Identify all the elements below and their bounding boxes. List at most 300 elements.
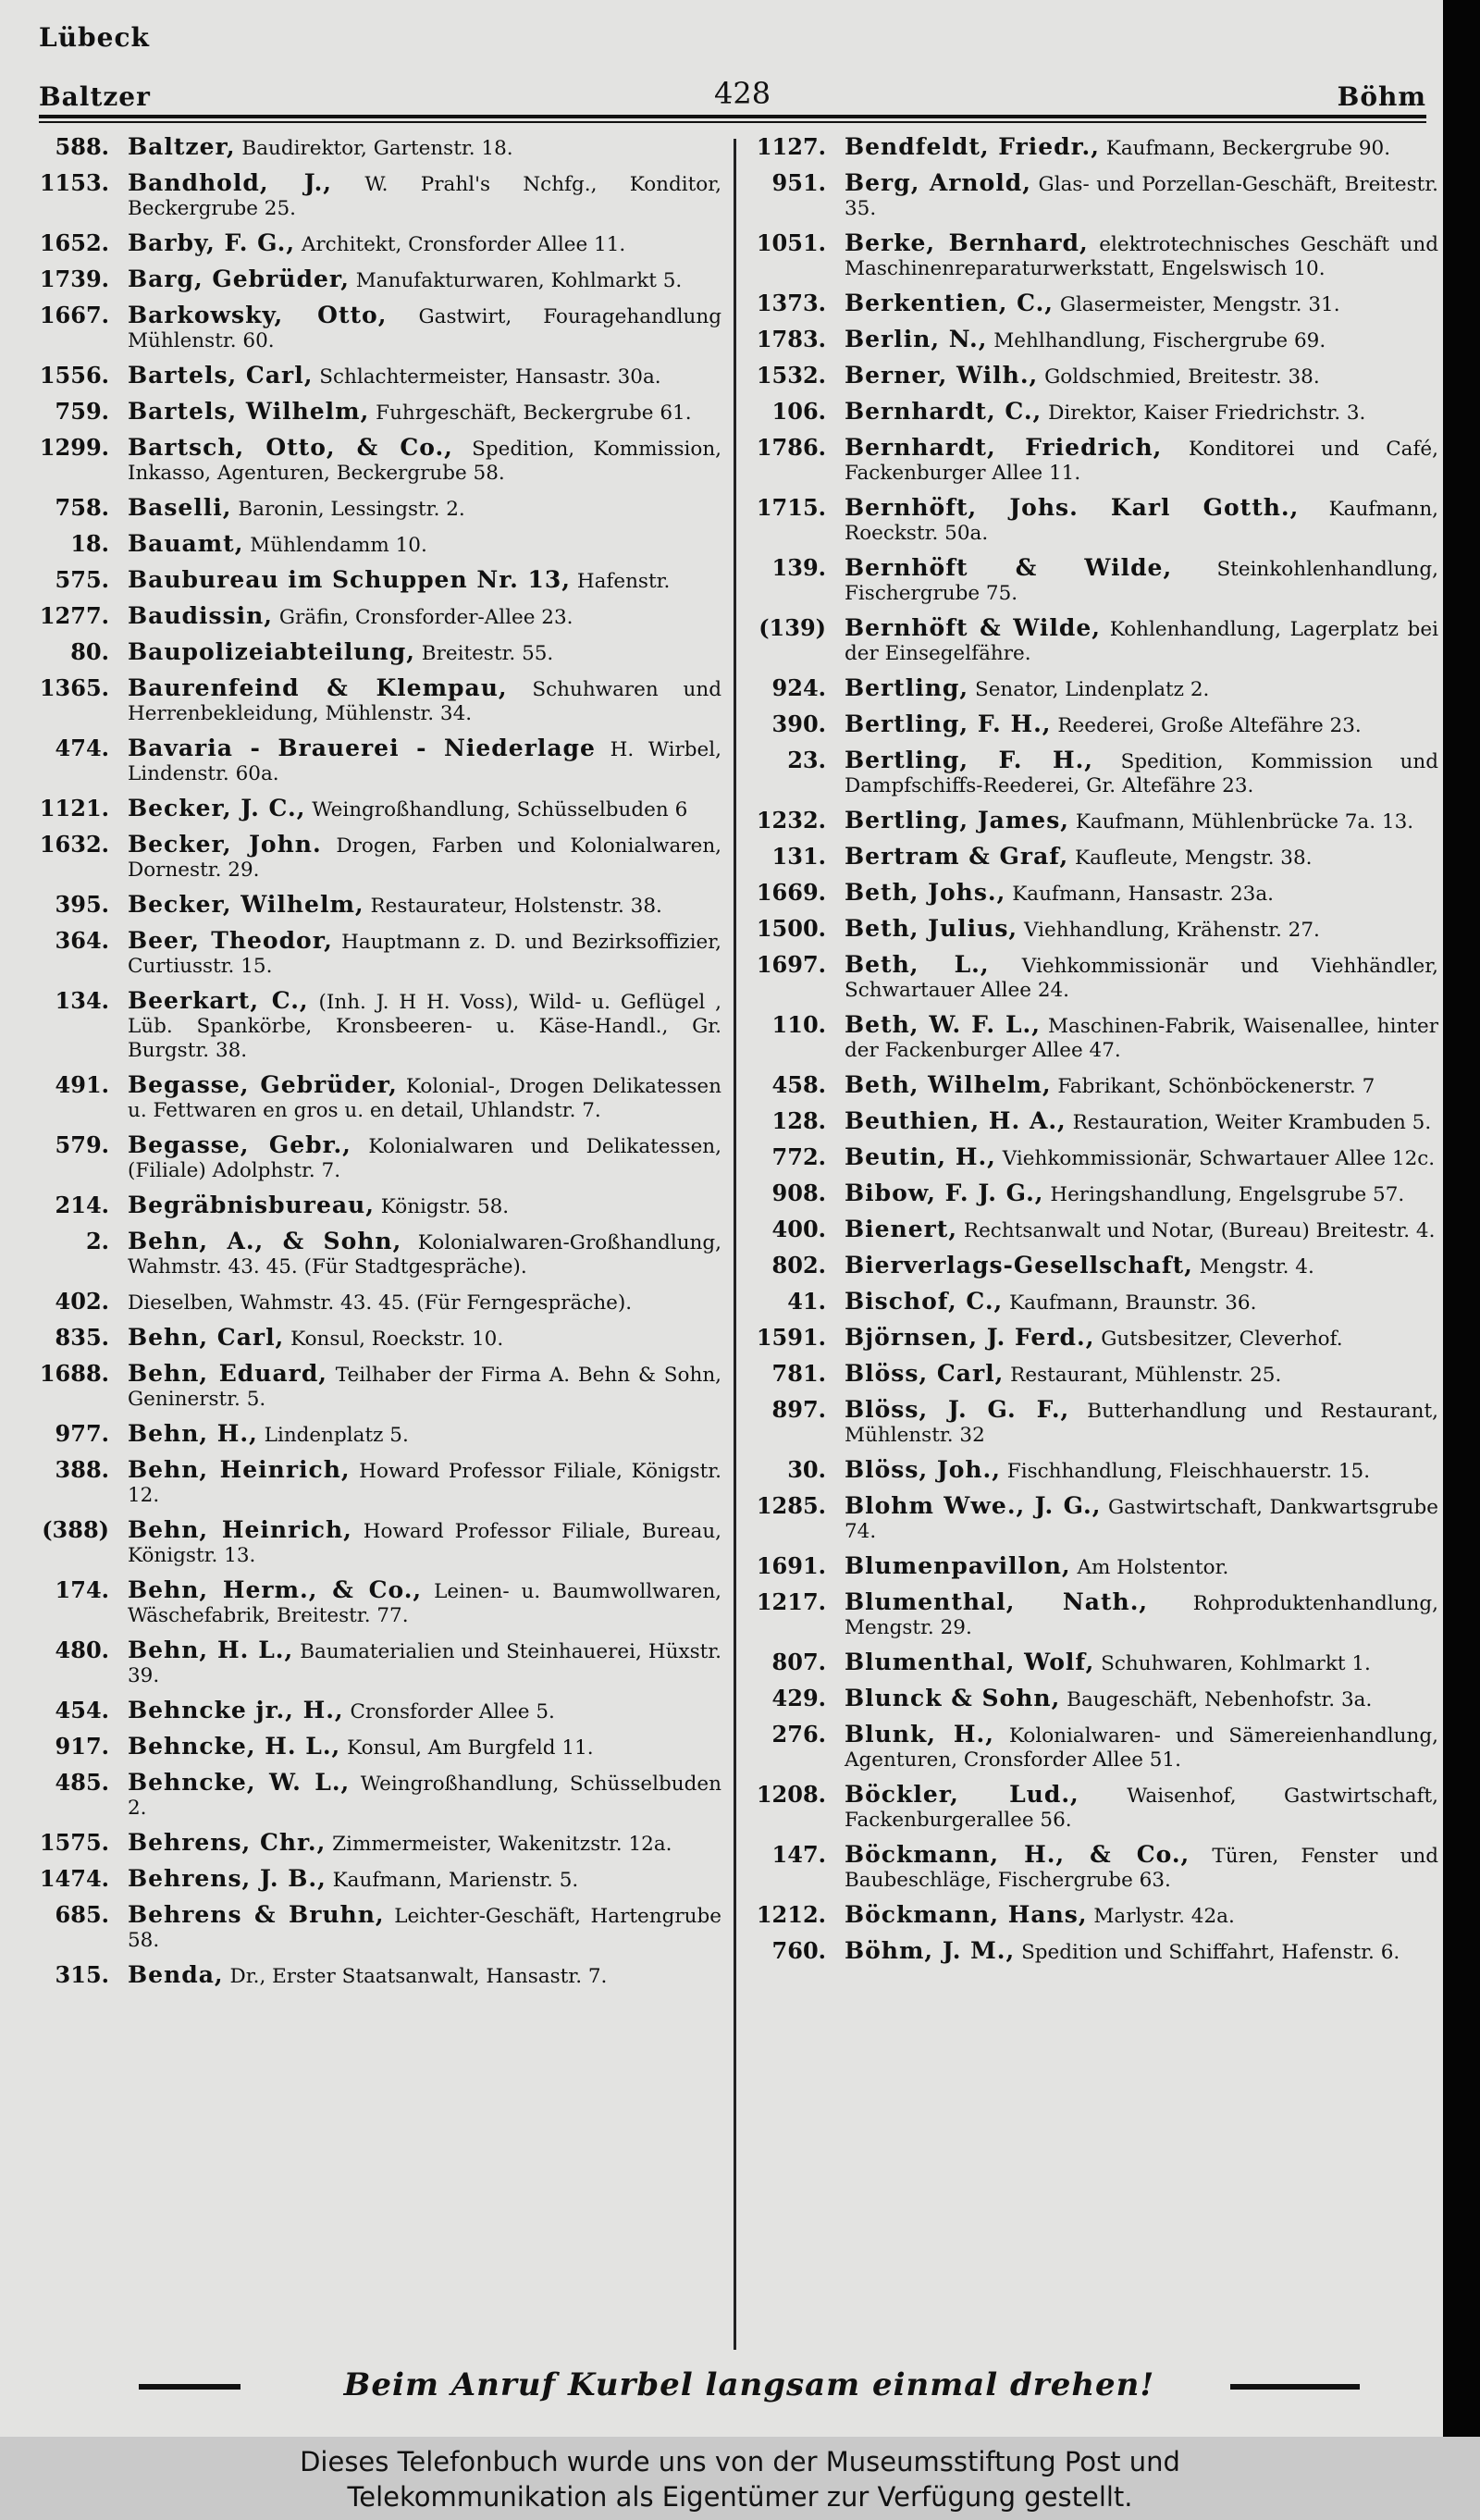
entry-text xyxy=(845,1217,1438,1243)
subscriber-details: Maschinen-Fabrik, Waisenallee, hinter der Fackenburger Allee 47. xyxy=(845,1015,1438,1062)
directory-entry xyxy=(754,1181,1438,1207)
phone-number: 951. xyxy=(771,169,826,196)
phone-number: 1365. xyxy=(39,674,109,701)
directory-entry xyxy=(754,135,1438,161)
entry-text xyxy=(845,1326,1438,1352)
phone-number: 131. xyxy=(771,843,826,870)
subscriber-details: Dr., Erster Staatsanwalt, Hansastr. 7. xyxy=(229,1965,608,1988)
header-rule-thick xyxy=(39,115,1426,118)
phone-number: 139. xyxy=(771,554,826,581)
directory-entry xyxy=(37,1735,722,1760)
phone-number: 1285. xyxy=(756,1492,826,1519)
phone-number: (139) xyxy=(758,614,826,641)
directory-entry xyxy=(37,1073,722,1123)
subscriber-name: Böckmann, Hans, xyxy=(845,1901,1088,1928)
subscriber-details: elektrotechnisches Geschäft und Maschinenreparaturwerkstatt, Engelswisch 10. xyxy=(845,233,1438,280)
subscriber-name: Bernhöft, Johs. Karl Gotth., xyxy=(845,494,1300,521)
phone-number: 134. xyxy=(55,987,109,1014)
subscriber-name: Begasse, Gebr., xyxy=(128,1131,352,1158)
directory-entry xyxy=(754,436,1438,486)
phone-number: 1217. xyxy=(756,1588,826,1615)
entry-text xyxy=(128,1735,722,1760)
subscriber-name: Bibow, F. J. G., xyxy=(845,1180,1044,1206)
directory-entry xyxy=(37,676,722,726)
directory-entry xyxy=(754,1723,1438,1773)
phone-number: 835. xyxy=(55,1324,109,1351)
subscriber-name: Becker, John. xyxy=(128,831,322,858)
subscriber-details: Mengstr. 4. xyxy=(1199,1255,1314,1279)
entry-text xyxy=(128,833,722,883)
directory-entry xyxy=(37,1362,722,1412)
phone-number: 128. xyxy=(771,1107,826,1134)
subscriber-name: Benda, xyxy=(128,1961,224,1988)
directory-entry xyxy=(754,1686,1438,1712)
entry-text xyxy=(845,881,1438,907)
entry-text xyxy=(128,1771,722,1821)
phone-number: 147. xyxy=(771,1841,826,1868)
directory-entry xyxy=(37,797,722,822)
subscriber-name: Beth, Johs., xyxy=(845,879,1006,906)
subscriber-name: Behncke jr., H., xyxy=(128,1697,344,1723)
entry-text xyxy=(845,1590,1438,1640)
phone-number: 908. xyxy=(771,1180,826,1206)
subscriber-name: Bernhöft & Wilde, xyxy=(845,554,1173,581)
subscriber-details: Weingroßhandlung, Schüsselbuden 2. xyxy=(128,1773,722,1820)
subscriber-name: Behn, Heinrich, xyxy=(128,1456,351,1483)
directory-entry xyxy=(37,1903,722,1953)
phone-number: 388. xyxy=(55,1456,109,1483)
subscriber-details: Kaufmann, Roeckstr. 50a. xyxy=(845,498,1438,545)
subscriber-details: Breitestr. 55. xyxy=(421,642,554,665)
phone-number: 1500. xyxy=(756,915,826,942)
phone-number: 315. xyxy=(55,1961,109,1988)
subscriber-name: Bartsch, Otto, & Co., xyxy=(128,434,453,461)
phone-number: 480. xyxy=(55,1637,109,1663)
subscriber-details: Manufakturwaren, Kohlmarkt 5. xyxy=(355,269,683,292)
directory-entry xyxy=(37,989,722,1063)
subscriber-name: Barg, Gebrüder, xyxy=(128,266,350,292)
city-header: Lübeck xyxy=(39,22,150,53)
subscriber-details: Reederei, Große Altefähre 23. xyxy=(1057,714,1362,737)
entry-text xyxy=(845,1723,1438,1773)
subscriber-name: Beerkart, C., xyxy=(128,987,309,1014)
subscriber-details: (Inh. J. H H. Voss), Wild- u. Geflügel , Lüb. Spankörbe, Kronsbeeren- u. Käse-Handl., Gr. Burgstr. 38. xyxy=(128,991,722,1062)
subscriber-details: Kaufmann, Mühlenbrücke 7a. 13. xyxy=(1075,810,1414,834)
entry-text xyxy=(845,953,1438,1003)
phone-number: 1715. xyxy=(756,494,826,521)
subscriber-details: Viehkommissionär, Schwartauer Allee 12c. xyxy=(1002,1147,1436,1170)
entry-text xyxy=(128,1290,722,1316)
directory-entry xyxy=(37,893,722,919)
phone-number: 395. xyxy=(55,891,109,918)
subscriber-name: Begräbnisbureau, xyxy=(128,1192,375,1218)
subscriber-details: Steinkohlenhandlung, Fischergrube 75. xyxy=(845,558,1438,605)
entry-text xyxy=(128,929,722,979)
phone-number: 80. xyxy=(70,638,109,665)
subscriber-details: Schuhwaren, Kohlmarkt 1. xyxy=(1101,1652,1371,1675)
subscriber-name: Berner, Wilh., xyxy=(845,362,1039,389)
entry-text xyxy=(128,736,722,786)
subscriber-name: Beuthien, H. A., xyxy=(845,1107,1067,1134)
subscriber-name: Behrens & Bruhn, xyxy=(128,1901,385,1928)
subscriber-name: Blumenthal, Nath., xyxy=(845,1588,1149,1615)
phone-number: 1532. xyxy=(756,362,826,389)
entry-text xyxy=(128,303,722,353)
phone-number: 772. xyxy=(771,1143,826,1170)
directory-entry xyxy=(37,1638,722,1688)
entry-text xyxy=(128,1578,722,1628)
directory-entry xyxy=(37,1771,722,1821)
subscriber-name: Behn, H. L., xyxy=(128,1637,294,1663)
subscriber-name: Böckmann, H., & Co., xyxy=(845,1841,1190,1868)
subscriber-name: Björnsen, J. Ferd., xyxy=(845,1324,1095,1351)
subscriber-name: Behn, H., xyxy=(128,1420,258,1447)
subscriber-details: Direktor, Kaiser Friedrichstr. 3. xyxy=(1048,401,1366,425)
subscriber-name: Bernhardt, C., xyxy=(845,398,1042,425)
entry-text xyxy=(845,1145,1438,1171)
phone-number: 1575. xyxy=(39,1829,109,1856)
slogan-banner xyxy=(139,2363,1360,2409)
subscriber-name: Beth, Wilhelm, xyxy=(845,1071,1052,1098)
directory-entry xyxy=(37,171,722,221)
directory-entry xyxy=(754,881,1438,907)
phone-number: 1373. xyxy=(756,290,826,316)
directory-entry xyxy=(37,1578,722,1628)
entry-text xyxy=(128,1903,722,1953)
subscriber-details: Fabrikant, Schönböckenerstr. 7 xyxy=(1057,1075,1375,1098)
subscriber-details: Restauration, Weiter Krambuden 5. xyxy=(1072,1111,1432,1134)
entry-text xyxy=(845,400,1438,426)
subscriber-details: Hauptmann z. D. und Bezirksoffizier, Curtiusstr. 15. xyxy=(128,931,722,978)
page-number: 428 xyxy=(714,76,771,111)
subscriber-name: Behn, Herm., & Co., xyxy=(128,1576,423,1603)
subscriber-name: Blöss, J. G. F., xyxy=(845,1396,1070,1423)
entry-text xyxy=(128,135,722,161)
subscriber-name: Becker, Wilhelm, xyxy=(128,891,364,918)
directory-entry xyxy=(37,1229,722,1279)
subscriber-name: Berkentien, C., xyxy=(845,290,1054,316)
subscriber-name: Behrens, Chr., xyxy=(128,1829,327,1856)
entry-text xyxy=(845,1494,1438,1544)
subscriber-details: W. Prahl's Nchfg., Konditor, Beckergrube 25. xyxy=(128,173,722,220)
subscriber-name: Bischof, C., xyxy=(845,1288,1004,1315)
phone-number: 1739. xyxy=(39,266,109,292)
phone-number: 579. xyxy=(55,1131,109,1158)
subscriber-details: Gastwirtschaft, Dankwartsgrube 74. xyxy=(845,1496,1438,1543)
right-column xyxy=(754,135,1438,1975)
phone-number: 1652. xyxy=(39,229,109,256)
phone-number: 1051. xyxy=(756,229,826,256)
subscriber-details: Königstr. 58. xyxy=(380,1195,510,1218)
directory-entry xyxy=(37,929,722,979)
subscriber-details: Kaufmann, Hansastr. 23a. xyxy=(1012,883,1274,906)
subscriber-name: Beer, Theodor, xyxy=(128,927,333,954)
subscriber-details: Lindenplatz 5. xyxy=(264,1424,409,1447)
subscriber-details: Restaurant, Mühlenstr. 25. xyxy=(1010,1364,1282,1387)
directory-entry xyxy=(754,1783,1438,1833)
phone-number: 1669. xyxy=(756,879,826,906)
subscriber-details: Howard Professor Filiale, Bureau, Königstr. 13. xyxy=(128,1520,722,1567)
subscriber-details: Baudirektor, Gartenstr. 18. xyxy=(241,137,513,160)
directory-entry xyxy=(37,532,722,558)
directory-entry xyxy=(754,712,1438,738)
subscriber-name: Bartels, Wilhelm, xyxy=(128,398,370,425)
directory-entry xyxy=(37,1193,722,1219)
directory-entry xyxy=(754,1843,1438,1893)
subscriber-name: Bernhardt, Friedrich, xyxy=(845,434,1163,461)
phone-number: 1212. xyxy=(756,1901,826,1928)
entry-text xyxy=(128,1638,722,1688)
directory-entry xyxy=(754,1013,1438,1063)
subscriber-name: Baselli, xyxy=(128,494,232,521)
subscriber-details: Gutsbesitzer, Cleverhof. xyxy=(1101,1328,1343,1351)
subscriber-name: Bertling, F. H., xyxy=(845,710,1052,737)
slogan-rule-left xyxy=(139,2384,240,2390)
phone-number: 1474. xyxy=(39,1865,109,1892)
subscriber-name: Bendfeldt, Friedr., xyxy=(845,133,1100,160)
directory-entry xyxy=(37,135,722,161)
directory-entry xyxy=(754,953,1438,1003)
phone-number: 588. xyxy=(55,133,109,160)
last-entry-keyword: Böhm xyxy=(1337,81,1426,112)
phone-number: 924. xyxy=(771,674,826,701)
subscriber-details: Kaufmann, Braunstr. 36. xyxy=(1009,1291,1257,1315)
subscriber-details: Glasermeister, Mengstr. 31. xyxy=(1059,293,1340,316)
entry-text xyxy=(845,135,1438,161)
entry-text xyxy=(845,1686,1438,1712)
entry-text xyxy=(128,1362,722,1412)
subscriber-name: Bertling, xyxy=(845,674,969,701)
entry-text xyxy=(845,845,1438,871)
subscriber-details: Marlystr. 42a. xyxy=(1093,1905,1235,1928)
directory-entry xyxy=(37,1290,722,1316)
entry-text xyxy=(128,1831,722,1857)
directory-entry xyxy=(754,1217,1438,1243)
subscriber-name: Bertling, James, xyxy=(845,807,1069,834)
subscriber-details: Goldschmied, Breitestr. 38. xyxy=(1044,365,1320,389)
entry-text xyxy=(845,1073,1438,1099)
subscriber-name: Barby, F. G., xyxy=(128,229,296,256)
entry-text xyxy=(845,1290,1438,1316)
directory-entry xyxy=(37,604,722,630)
entry-text xyxy=(128,496,722,522)
directory-entry xyxy=(754,616,1438,666)
subscriber-name: Begasse, Gebrüder, xyxy=(128,1071,398,1098)
slogan-text: Beim Anruf Kurbel langsam einmal drehen! xyxy=(343,2366,1155,2403)
entry-text xyxy=(128,1963,722,1989)
directory-entry xyxy=(754,327,1438,353)
subscriber-details: Rohproduktenhandlung, Mengstr. 29. xyxy=(845,1592,1438,1639)
entry-text xyxy=(128,1229,722,1279)
subscriber-details: Hafenstr. xyxy=(576,570,671,593)
subscriber-details: Am Holstentor. xyxy=(1077,1556,1229,1579)
subscriber-details: Howard Professor Filiale, Königstr. 12. xyxy=(128,1460,722,1507)
directory-entry xyxy=(754,400,1438,426)
phone-number: 1591. xyxy=(756,1324,826,1351)
phone-number: 1121. xyxy=(39,795,109,821)
phone-number: 1667. xyxy=(39,302,109,328)
subscriber-name: Bauamt, xyxy=(128,530,244,557)
entry-text xyxy=(845,171,1438,221)
phone-number: (388) xyxy=(42,1516,109,1543)
subscriber-details: Weingroßhandlung, Schüsselbuden 6 xyxy=(312,798,688,821)
phone-number: 390. xyxy=(771,710,826,737)
directory-entry xyxy=(754,1398,1438,1448)
phone-number: 174. xyxy=(55,1576,109,1603)
subscriber-name: Behn, Eduard, xyxy=(128,1360,328,1387)
subscriber-name: Behncke, W. L., xyxy=(128,1769,351,1796)
entry-text xyxy=(845,1181,1438,1207)
directory-entry xyxy=(754,676,1438,702)
subscriber-name: Behncke, H. L., xyxy=(128,1733,341,1760)
directory-entry xyxy=(37,364,722,389)
subscriber-details: Kaufmann, Marienstr. 5. xyxy=(332,1869,579,1892)
running-header xyxy=(39,76,1426,113)
entry-text xyxy=(845,1939,1438,1965)
phone-number: 454. xyxy=(55,1697,109,1723)
subscriber-name: Bavaria - Brauerei - Niederlage xyxy=(128,735,596,761)
entry-text xyxy=(128,1326,722,1352)
phone-number: 807. xyxy=(771,1649,826,1675)
phone-number: 802. xyxy=(771,1252,826,1279)
subscriber-details: Viehkommissionär und Viehhändler, Schwartauer Allee 24. xyxy=(845,955,1438,1002)
entry-text xyxy=(845,809,1438,834)
subscriber-details: H. Wirbel, Lindenstr. 60a. xyxy=(128,738,722,785)
entry-text xyxy=(128,1458,722,1508)
phone-number: 402. xyxy=(55,1288,109,1315)
subscriber-name: Beth, L., xyxy=(845,951,990,978)
entry-text xyxy=(845,917,1438,943)
subscriber-details: Leinen- u. Baumwollwaren, Wäschefabrik, Breitestr. 77. xyxy=(128,1580,722,1627)
entry-text xyxy=(128,1193,722,1219)
subscriber-name: Baupolizeiabteilung, xyxy=(128,638,415,665)
subscriber-details: Türen, Fenster und Baubeschläge, Fischergrube 63. xyxy=(845,1845,1439,1892)
phone-number: 1691. xyxy=(756,1552,826,1579)
subscriber-name: Blunk, H., xyxy=(845,1721,994,1748)
phone-number: 458. xyxy=(771,1071,826,1098)
directory-entry xyxy=(754,845,1438,871)
directory-entry xyxy=(37,267,722,293)
phone-number: 1697. xyxy=(756,951,826,978)
entry-text xyxy=(845,1903,1438,1929)
entry-text xyxy=(128,1133,722,1183)
subscriber-name: Bienert, xyxy=(845,1216,958,1242)
entry-text xyxy=(845,231,1438,281)
subscriber-name: Behn, A., & Sohn, xyxy=(128,1228,402,1254)
entry-text xyxy=(845,676,1438,702)
subscriber-details: Konsul, Roeckstr. 10. xyxy=(290,1328,504,1351)
directory-entry xyxy=(37,436,722,486)
directory-entry xyxy=(754,809,1438,834)
subscriber-details: Heringshandlung, Engelsgrube 57. xyxy=(1050,1183,1405,1206)
subscriber-details: Cronsforder Allee 5. xyxy=(350,1700,555,1723)
subscriber-name: Bertram & Graf, xyxy=(845,843,1069,870)
entry-text xyxy=(845,291,1438,317)
subscriber-details: Kolonialwaren-Großhandlung, Wahmstr. 43. 45. (Für Stadtgespräche). xyxy=(128,1231,722,1279)
subscriber-name: Baltzer, xyxy=(128,133,236,160)
subscriber-name: Baudissin, xyxy=(128,602,274,629)
subscriber-details: Spedition und Schiffahrt, Hafenstr. 6. xyxy=(1021,1941,1400,1964)
directory-entry xyxy=(37,640,722,666)
directory-entry xyxy=(37,833,722,883)
subscriber-details: Spedition, Kommission und Dampfschiffs-Reederei, Gr. Altefähre 23. xyxy=(845,750,1439,797)
directory-entry xyxy=(37,1326,722,1352)
directory-entry xyxy=(754,1494,1438,1544)
phone-number: 30. xyxy=(787,1456,826,1483)
slogan-rule-right xyxy=(1230,2384,1360,2390)
entry-text xyxy=(128,1518,722,1568)
subscriber-details: Zimmermeister, Wakenitzstr. 12a. xyxy=(332,1833,672,1856)
subscriber-details: Kolonialwaren- und Sämereienhandlung, Agenturen, Cronsforder Allee 51. xyxy=(845,1724,1438,1772)
phone-number: 400. xyxy=(771,1216,826,1242)
entry-text xyxy=(128,1867,722,1893)
subscriber-details: Senator, Lindenplatz 2. xyxy=(974,678,1210,701)
phone-number: 1232. xyxy=(756,807,826,834)
entry-text xyxy=(128,1073,722,1123)
directory-entry xyxy=(754,1254,1438,1279)
entry-text xyxy=(845,1843,1438,1893)
subscriber-name: Beth, W. F. L., xyxy=(845,1011,1041,1038)
subscriber-name: Blohm Wwe., J. G., xyxy=(845,1492,1102,1519)
directory-entry xyxy=(37,1963,722,1989)
directory-entry xyxy=(754,1554,1438,1580)
entry-text xyxy=(128,1422,722,1448)
entry-text xyxy=(128,640,722,666)
subscriber-details: Butterhandlung und Restaurant, Mühlenstr. 32 xyxy=(845,1400,1438,1447)
phone-number: 1632. xyxy=(39,831,109,858)
subscriber-details: Baronin, Lessingstr. 2. xyxy=(238,498,465,521)
subscriber-details: Fuhrgeschäft, Beckergrube 61. xyxy=(376,401,692,425)
phone-number: 760. xyxy=(771,1937,826,1964)
page-binding-edge xyxy=(1443,0,1480,2437)
subscriber-details: Gastwirt, Fouragehandlung Mühlenstr. 60. xyxy=(128,305,722,352)
subscriber-details: Konditorei und Café, Fackenburger Allee 11. xyxy=(845,438,1438,485)
subscriber-details: Konsul, Am Burgfeld 11. xyxy=(347,1736,594,1760)
subscriber-details: Spedition, Kommission, Inkasso, Agenturen, Beckergrube 58. xyxy=(128,438,722,485)
phone-number: 917. xyxy=(55,1733,109,1760)
directory-entry xyxy=(37,1518,722,1568)
phone-number: 1127. xyxy=(756,133,826,160)
phone-number: 485. xyxy=(55,1769,109,1796)
subscriber-name: Barkowsky, Otto, xyxy=(128,302,388,328)
subscriber-name: Blumenthal, Wolf, xyxy=(845,1649,1095,1675)
directory-entry xyxy=(754,1073,1438,1099)
phone-number: 759. xyxy=(55,398,109,425)
directory-entry xyxy=(754,1362,1438,1388)
subscriber-name: Blumenpavillon, xyxy=(845,1552,1071,1579)
entry-text xyxy=(845,1109,1438,1135)
directory-entry xyxy=(754,231,1438,281)
phone-number: 23. xyxy=(787,747,826,773)
entry-text xyxy=(845,1554,1438,1580)
subscriber-name: Bartels, Carl, xyxy=(128,362,314,389)
directory-entry xyxy=(754,1590,1438,1640)
directory-entry xyxy=(37,400,722,426)
directory-entry xyxy=(37,231,722,257)
phone-number: 575. xyxy=(55,566,109,593)
subscriber-name: Berlin, N., xyxy=(845,326,988,352)
subscriber-name: Blöss, Carl, xyxy=(845,1360,1005,1387)
entry-text xyxy=(128,989,722,1063)
entry-text xyxy=(128,171,722,221)
directory-entry xyxy=(754,291,1438,317)
entry-text xyxy=(845,556,1438,606)
phone-number: 18. xyxy=(70,530,109,557)
subscriber-details: Schlachtermeister, Hansastr. 30a. xyxy=(319,365,661,389)
subscriber-name: Berg, Arnold, xyxy=(845,169,1031,196)
entry-text xyxy=(128,893,722,919)
entry-text xyxy=(128,568,722,594)
